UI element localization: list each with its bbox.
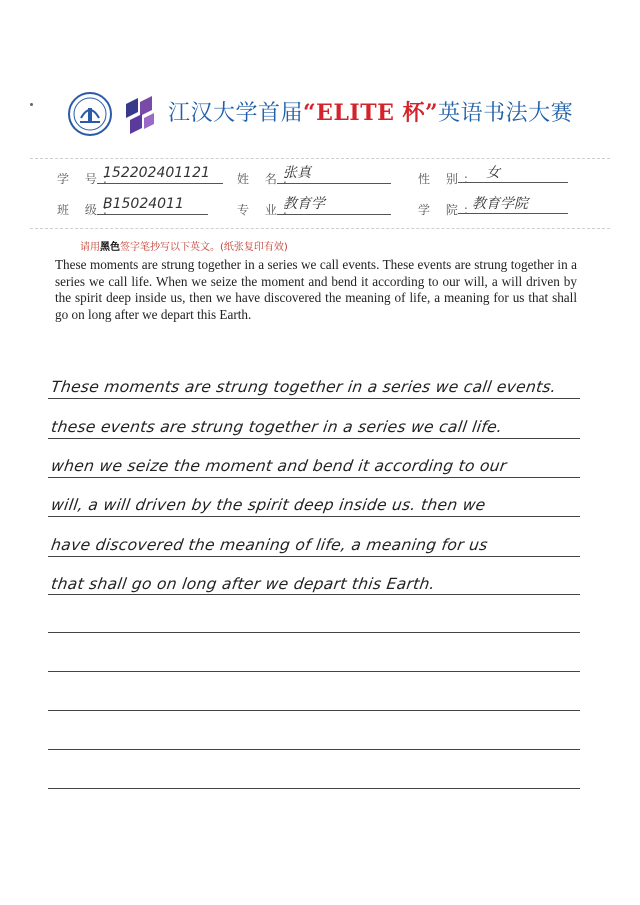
ruled-line-10 <box>48 749 580 750</box>
jianghan-university-seal-icon <box>68 92 112 136</box>
handwriting-line-1: These moments are strung together in a series we call events. <box>50 378 558 396</box>
class-value: B15024011 <box>97 194 208 215</box>
model-passage: These moments are strung together in a series we call events. These events are strung together in a series we call life. When we seize the moment and bend it according to our will, a will driven by the spirit deep inside us, then we have discovered the meaning of life, a meaning for us that shall go on long after we depart this Earth. <box>55 257 577 322</box>
handwriting-line-5: have discovered the meaning of life, a meaning for us <box>50 536 489 554</box>
college-value: 教育学院 <box>458 194 568 214</box>
gender-value: 女 <box>458 163 568 183</box>
ruled-line-7 <box>48 632 580 633</box>
ruled-line-9 <box>48 710 580 711</box>
name-value: 张真 <box>277 163 391 184</box>
major-value: 教育学 <box>277 194 391 215</box>
college-label: 学 院: <box>418 203 474 217</box>
ruled-line-2 <box>48 438 580 439</box>
ruled-line-8 <box>48 671 580 672</box>
student-id-label: 学 号: <box>57 172 113 186</box>
stray-dot <box>30 103 33 106</box>
name-label: 姓 名: <box>237 172 293 186</box>
contest-title <box>168 96 573 127</box>
major-field <box>237 196 325 218</box>
ruled-line-5 <box>48 556 580 557</box>
title-elite: “ELITE 杯” <box>303 100 439 126</box>
ruled-line-1 <box>48 398 580 399</box>
title-suffix: 英语书法大赛 <box>438 101 574 126</box>
name-field <box>237 165 311 187</box>
class-field <box>57 196 184 218</box>
gender-field <box>418 165 500 187</box>
ruled-line-11 <box>48 788 580 789</box>
instruction-after: 签字笔抄写以下英文。(纸张复印有效) <box>120 242 288 253</box>
contest-header <box>68 92 608 136</box>
instruction-before: 请用 <box>80 242 100 253</box>
major-label: 专 业: <box>237 203 293 217</box>
ruled-line-6 <box>48 594 580 595</box>
divider-middle <box>30 228 610 229</box>
handwriting-line-6: that shall go on long after we depart this Earth. <box>50 575 437 593</box>
title-prefix: 江汉大学首届 <box>168 101 304 126</box>
ruled-line-3 <box>48 477 580 478</box>
ruled-line-4 <box>48 516 580 517</box>
handwriting-line-2: these events are strung together in a series we call life. <box>50 418 504 436</box>
student-id-field <box>57 165 210 187</box>
handwriting-line-3: when we seize the moment and bend it according to our <box>50 457 508 475</box>
student-id-value: 152202401121 <box>97 163 223 184</box>
handwriting-line-4: will, a will driven by the spirit deep inside us. then we <box>50 496 487 514</box>
contest-mark-icon <box>122 94 158 134</box>
divider-top <box>30 158 610 159</box>
gender-label: 性 别: <box>418 172 474 186</box>
class-label: 班 级: <box>57 203 113 217</box>
instruction-emphasis: 黑色 <box>100 242 120 253</box>
college-field <box>418 196 528 218</box>
instruction-text <box>80 238 288 253</box>
